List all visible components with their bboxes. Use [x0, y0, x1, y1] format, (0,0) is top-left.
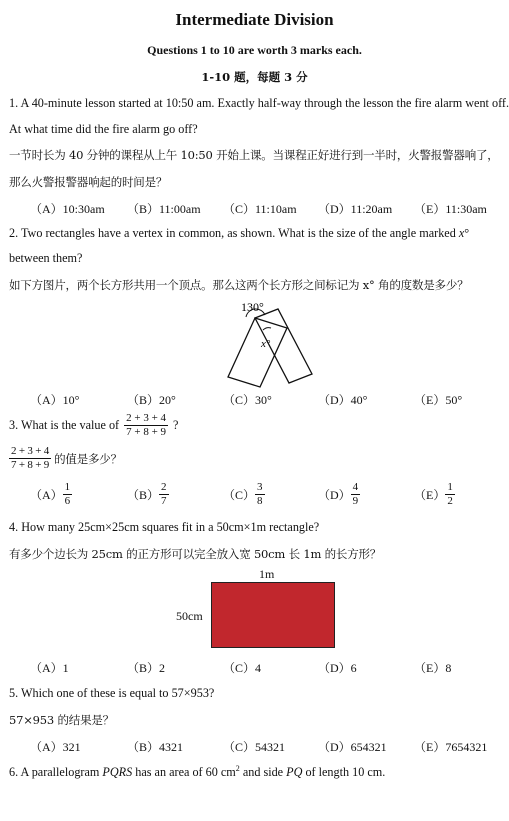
q4-side-label: 50cm [176, 609, 203, 623]
q3-text-pre: 3. What is the value of [9, 418, 120, 432]
q3-fraction-num: 2 + 3 + 4 [126, 412, 167, 424]
q1-cn-line1: 一节时长为 40 分钟的课程从上午 10:50 开始上课。当课程正好进行到一半时，火警报警器响了， [9, 148, 499, 162]
q3-option-a[interactable] [30, 481, 72, 508]
q4-text: 4. How many 25cm×25cm squares fit in a 50cm×1m rectangle? [9, 520, 320, 534]
q3-cn-text [9, 445, 122, 472]
q6-superscript: 2 [235, 764, 240, 773]
q3-fraction-den: 7 + 8 + 9 [126, 426, 167, 438]
q3-option-b[interactable] [127, 481, 169, 508]
q5-option-c[interactable]: （C）54321 [223, 740, 286, 754]
q3-option-c[interactable] [223, 481, 265, 508]
q3-option-a-den: 6 [64, 495, 71, 507]
q1-text-line1: 1. A 40-minute lesson started at 10:50 am. Exactly half-way through the lesson the fire alarm went off. [9, 96, 509, 110]
q2-option-d[interactable]: （D）40° [318, 393, 368, 407]
q5-option-d[interactable]: （D）654321 [318, 740, 387, 754]
q2-option-b[interactable]: （B）20° [127, 393, 176, 407]
q3-option-b-frac [159, 481, 169, 508]
q4-top-label: 1m [259, 567, 275, 581]
q2-degree: ° [464, 226, 470, 240]
q3-option-a-label: （A） [30, 488, 63, 502]
q4-rectangle-figure [211, 582, 335, 648]
q2-angle-arc-x [263, 328, 271, 330]
q5-option-b[interactable]: （B）4321 [127, 740, 184, 754]
q3-option-c-den: 8 [257, 495, 263, 507]
q6-text [9, 764, 385, 780]
q3-option-e-label: （E） [414, 488, 446, 502]
q6-var-pq: PQ [286, 765, 303, 780]
q6-text-pre: 6. A parallelogram [9, 765, 103, 780]
q3-option-c-frac [255, 481, 265, 508]
q3-option-d-label: （D） [318, 488, 351, 502]
q1-option-d[interactable]: （D）11:20am [318, 202, 393, 216]
q3-option-e-frac [445, 481, 455, 508]
q3-text [9, 412, 178, 439]
q5-cn-text: 57×953 的结果是？ [9, 713, 114, 727]
q2-option-e[interactable]: （E）50° [414, 393, 463, 407]
q1-text-line2: At what time did the fire alarm go off? [9, 122, 198, 136]
subtitle-cn: 1-10 题，每题 3 分 [201, 70, 308, 84]
q4-option-b[interactable]: （B）2 [127, 661, 166, 675]
q3-option-a-num: 1 [64, 481, 71, 493]
q1-option-b[interactable]: （B）11:00am [127, 202, 201, 216]
q5-option-a[interactable]: （A）321 [30, 740, 81, 754]
q2-var-x: x [458, 226, 465, 240]
q4-cn-text: 有多少个边长为 25cm 的正方形可以完全放入宽 50cm 长 1m 的长方形？ [9, 547, 382, 561]
q6-text-mid2: and side [239, 765, 287, 780]
q3-option-c-num: 3 [257, 481, 263, 493]
q3-option-d-den: 9 [352, 495, 359, 507]
q4-option-a[interactable]: （A）1 [30, 661, 69, 675]
q1-option-a[interactable]: （A）10:30am [30, 202, 105, 216]
q3-option-b-den: 7 [161, 495, 167, 507]
q3-text-post: ? [173, 418, 179, 432]
q2-option-c[interactable]: （C）30° [223, 393, 272, 407]
q3-option-c-label: （C） [223, 488, 256, 502]
q3-option-e-den: 2 [447, 495, 453, 507]
q3-option-d-num: 4 [352, 481, 359, 493]
q3-cn-fraction-den: 7 + 8 + 9 [11, 459, 50, 471]
q1-option-e[interactable]: （E）11:30am [414, 202, 487, 216]
q3-option-a-frac [63, 481, 73, 508]
page-title: Intermediate Division [175, 10, 334, 29]
q2-rectangles-figure [200, 295, 350, 390]
q5-text: 5. Which one of these is equal to 57×953? [9, 686, 215, 700]
q3-fraction [124, 412, 168, 439]
q1-cn-line2: 那么火警报警器响起的时间是？ [9, 175, 168, 189]
q4-option-e[interactable]: （E）8 [414, 661, 452, 675]
q2-option-a[interactable]: （A）10° [30, 393, 80, 407]
q3-cn-fraction [9, 445, 51, 472]
q3-cn-post: 的值是多少？ [54, 451, 122, 466]
q2-text-line2: between them? [9, 251, 83, 265]
q2-x-label: x° [261, 338, 271, 350]
q5-option-e[interactable]: （E）7654321 [414, 740, 488, 754]
q1-option-c[interactable]: （C）11:10am [223, 202, 297, 216]
q4-option-c[interactable]: （C）4 [223, 661, 262, 675]
q3-cn-fraction-num: 2 + 3 + 4 [11, 445, 50, 457]
q2-text-pre: 2. Two rectangles have a vertex in common, as shown. What is the size of the angle marked [9, 226, 459, 240]
q6-text-mid: has an area of 60 cm [132, 765, 236, 780]
q4-option-d[interactable]: （D）6 [318, 661, 357, 675]
q3-option-d-frac [351, 481, 361, 508]
q3-option-e-num: 1 [447, 481, 453, 493]
q2-rectangle-left [228, 318, 287, 387]
q3-option-b-label: （B） [127, 488, 160, 502]
q3-option-e[interactable] [414, 481, 455, 508]
q3-option-d[interactable] [318, 481, 360, 508]
q3-option-b-num: 2 [161, 481, 167, 493]
subtitle-en: Questions 1 to 10 are worth 3 marks each. [147, 43, 362, 57]
q6-text-post: of length 10 cm. [302, 765, 386, 780]
q2-cn-line1: 如下方图片，两个长方形共用一个顶点。那么这两个长方形之间标记为 x° 角的度数是多少？ [9, 278, 469, 292]
q2-text-line1 [9, 226, 469, 241]
q2-angle-label: 130° [241, 300, 264, 314]
q6-var-pqrs: PQRS [102, 765, 133, 780]
